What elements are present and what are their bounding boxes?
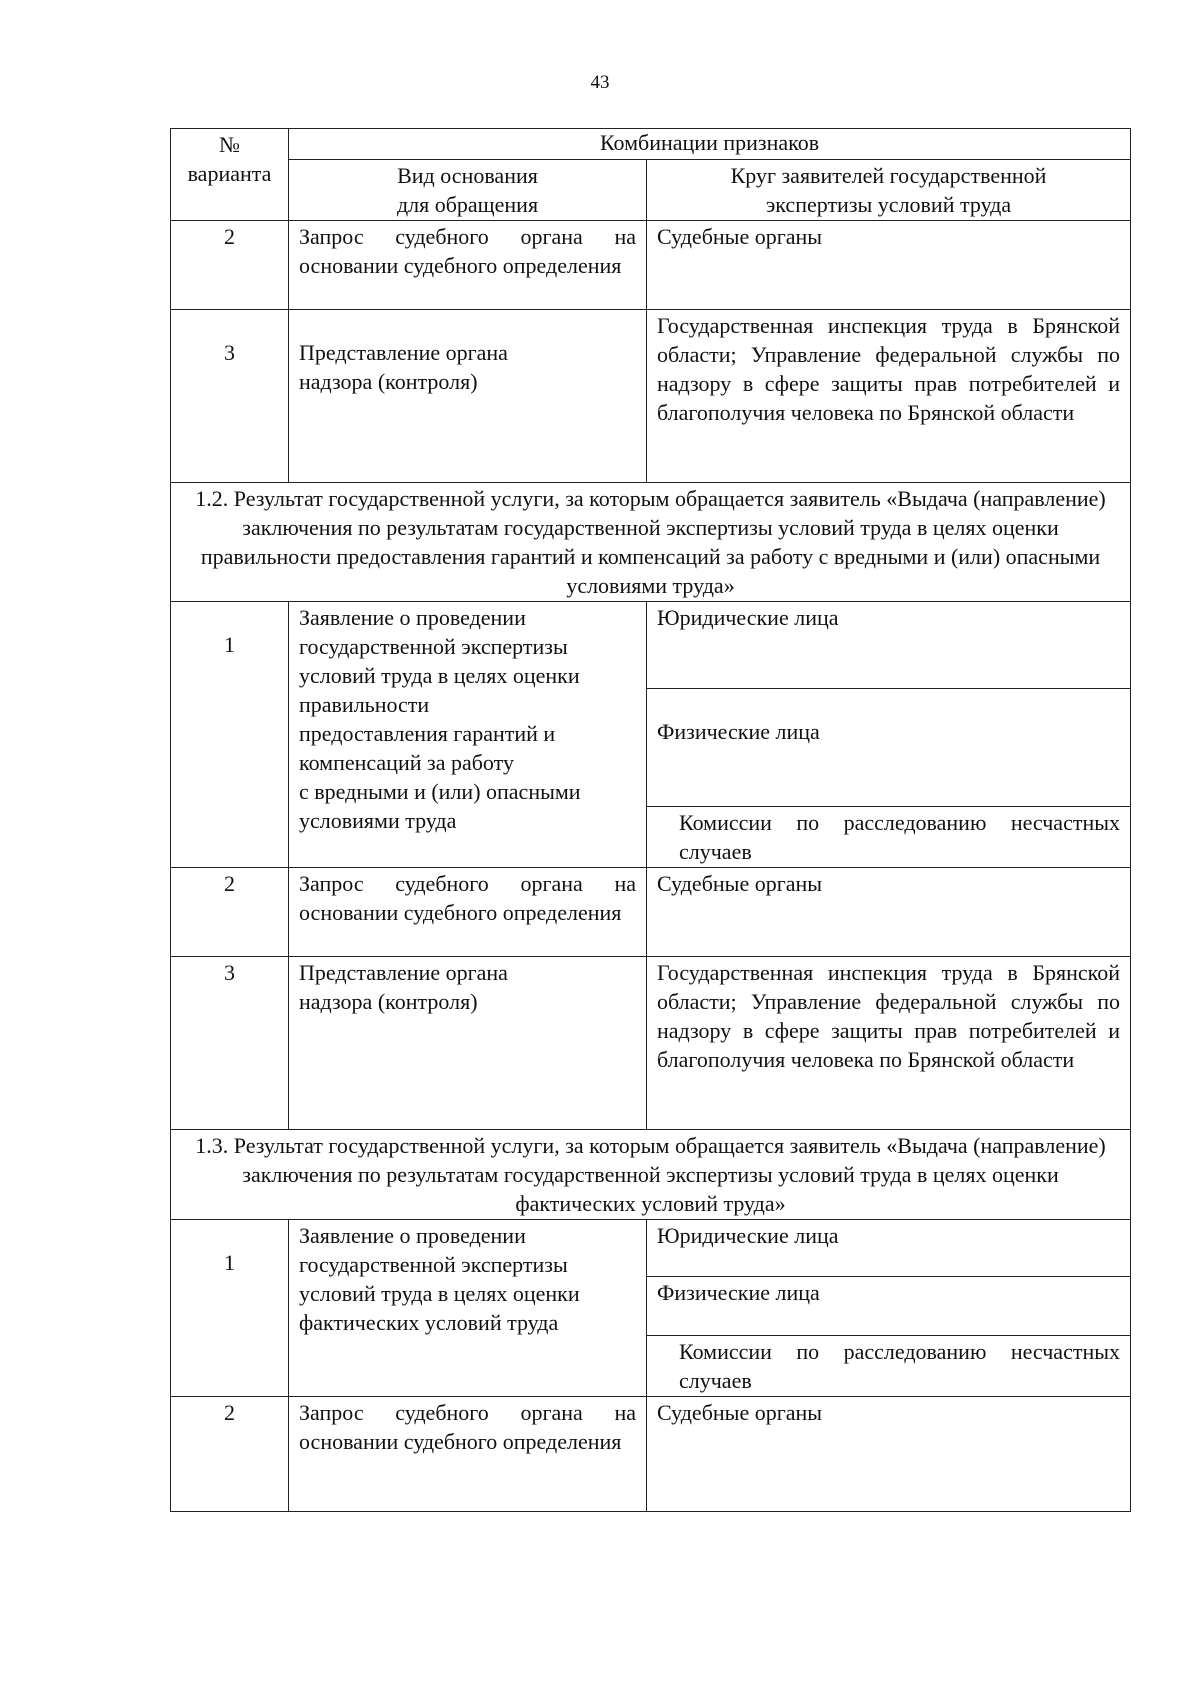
basis-cell: Заявление о проведении государственной экспертизы условий труда в целях оценки правильности предоставления гарантий и компенсаций за работу с вредными и (или) опасными условиями труда bbox=[289, 602, 647, 868]
section-1-3-title: 1.3. Результат государственной услуги, за которым обращается заявитель «Выдача (направление) заключения по результатам государственной экспертизы условий труда в целях оценки фактических условий труда» bbox=[171, 1130, 1131, 1220]
section-title-row bbox=[171, 483, 1131, 602]
basis-cell: Представление органа надзора (контроля) bbox=[289, 310, 647, 483]
table-row bbox=[171, 1220, 1131, 1277]
variant-number: 2 bbox=[171, 221, 289, 310]
variant-number: 2 bbox=[171, 1397, 289, 1512]
basis-cell: Запрос судебного органа на основании судебного определения bbox=[289, 221, 647, 310]
table-header-subrow bbox=[171, 160, 1131, 221]
header-variant: № варианта bbox=[171, 129, 289, 221]
applicant-cell: Судебные органы bbox=[647, 1397, 1131, 1512]
header-applicants: Круг заявителей государственной экспертизы условий труда bbox=[647, 160, 1131, 221]
header-combinations: Комбинации признаков bbox=[289, 129, 1131, 160]
basis-cell: Представление органа надзора (контроля) bbox=[289, 957, 647, 1130]
applicant-cell: Судебные органы bbox=[647, 221, 1131, 310]
variant-number: 3 bbox=[171, 310, 289, 483]
applicant-cell: Государственная инспекция труда в Брянской области; Управление федеральной службы по надзору в сфере защиты прав потребителей и благополучия человека по Брянской области bbox=[647, 310, 1131, 483]
table-row bbox=[171, 957, 1131, 1130]
header-basis: Вид основания для обращения bbox=[289, 160, 647, 221]
basis-cell: Заявление о проведении государственной экспертизы условий труда в целях оценки фактических условий труда bbox=[289, 1220, 647, 1397]
section-title-row bbox=[171, 1130, 1131, 1220]
page-number: 43 bbox=[590, 72, 610, 93]
table-row bbox=[171, 221, 1131, 310]
variant-number: 3 bbox=[171, 957, 289, 1130]
applicant-cell: Юридические лица bbox=[647, 1220, 1131, 1277]
table-row bbox=[171, 602, 1131, 689]
basis-cell: Запрос судебного органа на основании судебного определения bbox=[289, 1397, 647, 1512]
table-row bbox=[171, 868, 1131, 957]
variant-number: 1 bbox=[171, 602, 289, 868]
table-row bbox=[171, 310, 1131, 483]
applicant-cell: Юридические лица bbox=[647, 602, 1131, 689]
basis-cell: Запрос судебного органа на основании судебного определения bbox=[289, 868, 647, 957]
applicant-cell: Судебные органы bbox=[647, 868, 1131, 957]
variant-number: 1 bbox=[171, 1220, 289, 1397]
section-1-2-title: 1.2. Результат государственной услуги, за которым обращается заявитель «Выдача (направление) заключения по результатам государственной экспертизы условий труда в целях оценки правильности предоставления гарантий и компенсаций за работу с вредными и (или) опасными условиями труда» bbox=[171, 483, 1131, 602]
table-header-row bbox=[171, 129, 1131, 160]
variants-table bbox=[170, 128, 1131, 1512]
table-row bbox=[171, 1397, 1131, 1512]
variant-number: 2 bbox=[171, 868, 289, 957]
applicant-cell: Физические лица bbox=[647, 1277, 1131, 1336]
applicant-cell: Комиссии по расследованию несчастных случаев bbox=[647, 807, 1131, 868]
applicant-cell: Комиссии по расследованию несчастных случаев bbox=[647, 1336, 1131, 1397]
applicant-cell: Физические лица bbox=[647, 689, 1131, 807]
applicant-cell: Государственная инспекция труда в Брянской области; Управление федеральной службы по надзору в сфере защиты прав потребителей и благополучия человека по Брянской области bbox=[647, 957, 1131, 1130]
